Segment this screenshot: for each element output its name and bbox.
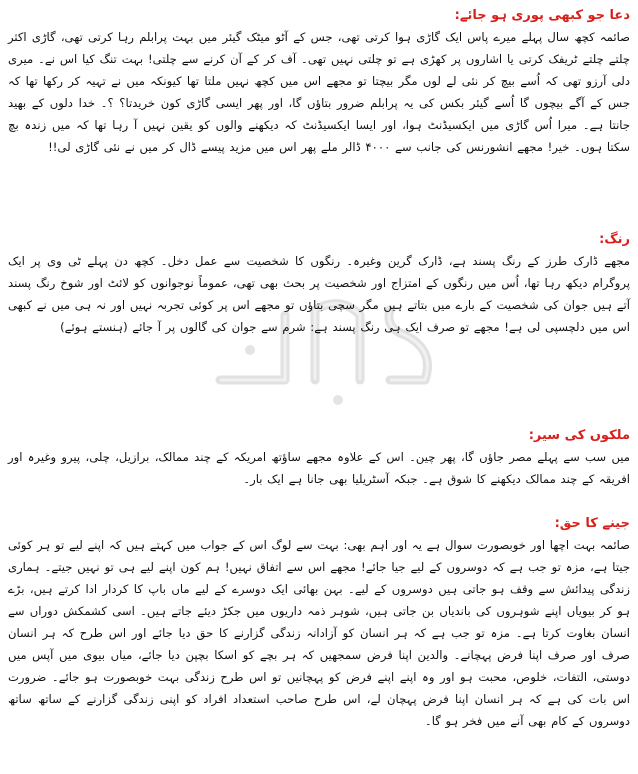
section-paragraph: صائمہ کچھ سال پہلے میرے پاس ایک گاڑی ہوا کرتی تھی، جس کے آٹو میٹک گیئر میں بہت پرابلم رہا کرتی تھی، گاڑی اکثر چلتے چلتے ٹریفک کرتی یا اشاروں پر کھڑی ہے تو چلتی نہیں تھی۔ آف کر کے آن کرنے سے چلتی! بہت تنگ کیا اس نے۔ میری دلی آرزو تھی کہ اُسے بیچ کر نئی لے لوں مگر بیچتا تو مجھے اس میں کچھ نہیں ملتا تھا کیونکہ میں نے تہیہ کر رکھا تھا کہ جس کے آگے بیچوں گا اُسے گیئر بکس کی یہ پرابلم ضرور بتاؤں گا، اور پھر ایسی گاڑی کون خریدتا؟ ؟۔ خدا دلوں کے بھید جانتا ہے۔ میرا اُس گاڑی میں ایکسیڈنٹ ہوا، اور ایسا ایکسیڈنٹ کہ دیکھنے والوں کو یقین نہیں آ رہا تھا کہ میں زندہ بچ سکتا ہوں۔ خیر! مجھے انشورنس کی جانب سے ۴۰۰۰ ڈالر ملے پھر اس میں مزید پیسے ڈال کر میں نے نئی گاڑی لی!! — [8, 30, 630, 154]
section-colors — [8, 230, 630, 338]
section-paragraph: میں سب سے پہلے مصر جاؤں گا، پھر چین۔ اس کے علاوہ مجھے ساؤتھ امریکہ کے چند ممالک، برازیل، چلی، پیرو وغیرہ اور افریقہ کے چند ممالک دیکھنے کا شوق ہے۔ جبکہ آسٹریلیا بھی جانا ہے ایک بار۔ — [8, 450, 630, 486]
section-travel — [8, 426, 630, 490]
section-heading: جینے کا حق: — [554, 516, 630, 531]
section-wish — [8, 6, 630, 158]
section-paragraph: صائمہ بہت اچھا اور خوبصورت سوال ہے یہ اور اہم بھی: بہت سے لوگ اس کے جواب میں کہتے ہیں کہ اپنے لیے تو ہر کوئی جیتا ہے، مزہ تو جب ہے کہ دوسروں کے لیے جیا جائے! مجھے اس سے اتفاق نہیں! ہم کون اپنے لیے ہی تو نہیں جیتے۔ ہماری زندگی پیدائش سے وقف ہو جاتی ہیں دوسروں کے لیے۔ بہن بھائی ایک دوسرے کے لیے ماں باپ کا کردار ادا کرتے ہیں، بڑے ہو کر بیویاں اپنے شوہروں کی باندیاں بن جاتی ہیں، شوہر ذمہ داریوں میں جکڑ دیئے جاتے ہیں۔ اسی کشمکش دوراں سے انسان بغاوت کرتا ہے۔ مزہ تو جب ہے کہ ہر انسان کو آزادانہ زندگی گزارنے کا حق دیا جائے اور اس طرح کہ ہر انسان صرف اور صرف اپنا فرض پہچانے۔ والدین اپنا فرض سمجھیں کہ ہر بچے کو اسکا بچپن دیا جائے، میاں بیوی میں آپس میں دوستی، التفات، خلوص، محبت ہو اور وہ اپنے اپنے فرض کو پہچانیں تو اس طرح زندگی بہت خوبصورت ہو جائے۔ ضرورت اس بات کی ہے کہ ہر انسان اپنا فرض پہچان لے، اس طرح صاحب استعداد افراد کو اپنی زندگی گزارنے کے ساتھ ساتھ دوسروں کے کام بھی آنے میں فخر ہو گا۔ — [8, 538, 630, 728]
section-paragraph: مجھے ڈارک طرز کے رنگ پسند ہے، ڈارک گرین وغیرہ۔ رنگوں کا شخصیت سے عمل دخل۔ کچھ دن پہلے ٹی وی پر ایک پروگرام دیکھ رہا تھا، اُس میں رنگوں کے امتزاج اور شخصیت پر بحث بھی تھی، عموماً نوجوانوں کو لائٹ اور شوخ رنگ پسند آتے ہیں جوان کی شخصیت کے بارے میں بتاتے ہیں مگر سچی بتاؤں تو مجھے اس پر کوئی تجربہ نہیں اور نہ ہی میں نے کبھی اس میں دلچسپی لی ہے! مجھے تو صرف ایک ہی رنگ پسند ہے: شرم سے جوان کی گالوں پر آ جائے (ہنستے ہوئے) — [8, 254, 630, 334]
section-heading: دعا جو کبھی پوری ہو جائے: — [454, 8, 630, 23]
section-heading: رنگ: — [599, 232, 630, 247]
section-heading: ملکوں کی سیر: — [528, 428, 630, 443]
section-right-to-live — [8, 514, 630, 732]
